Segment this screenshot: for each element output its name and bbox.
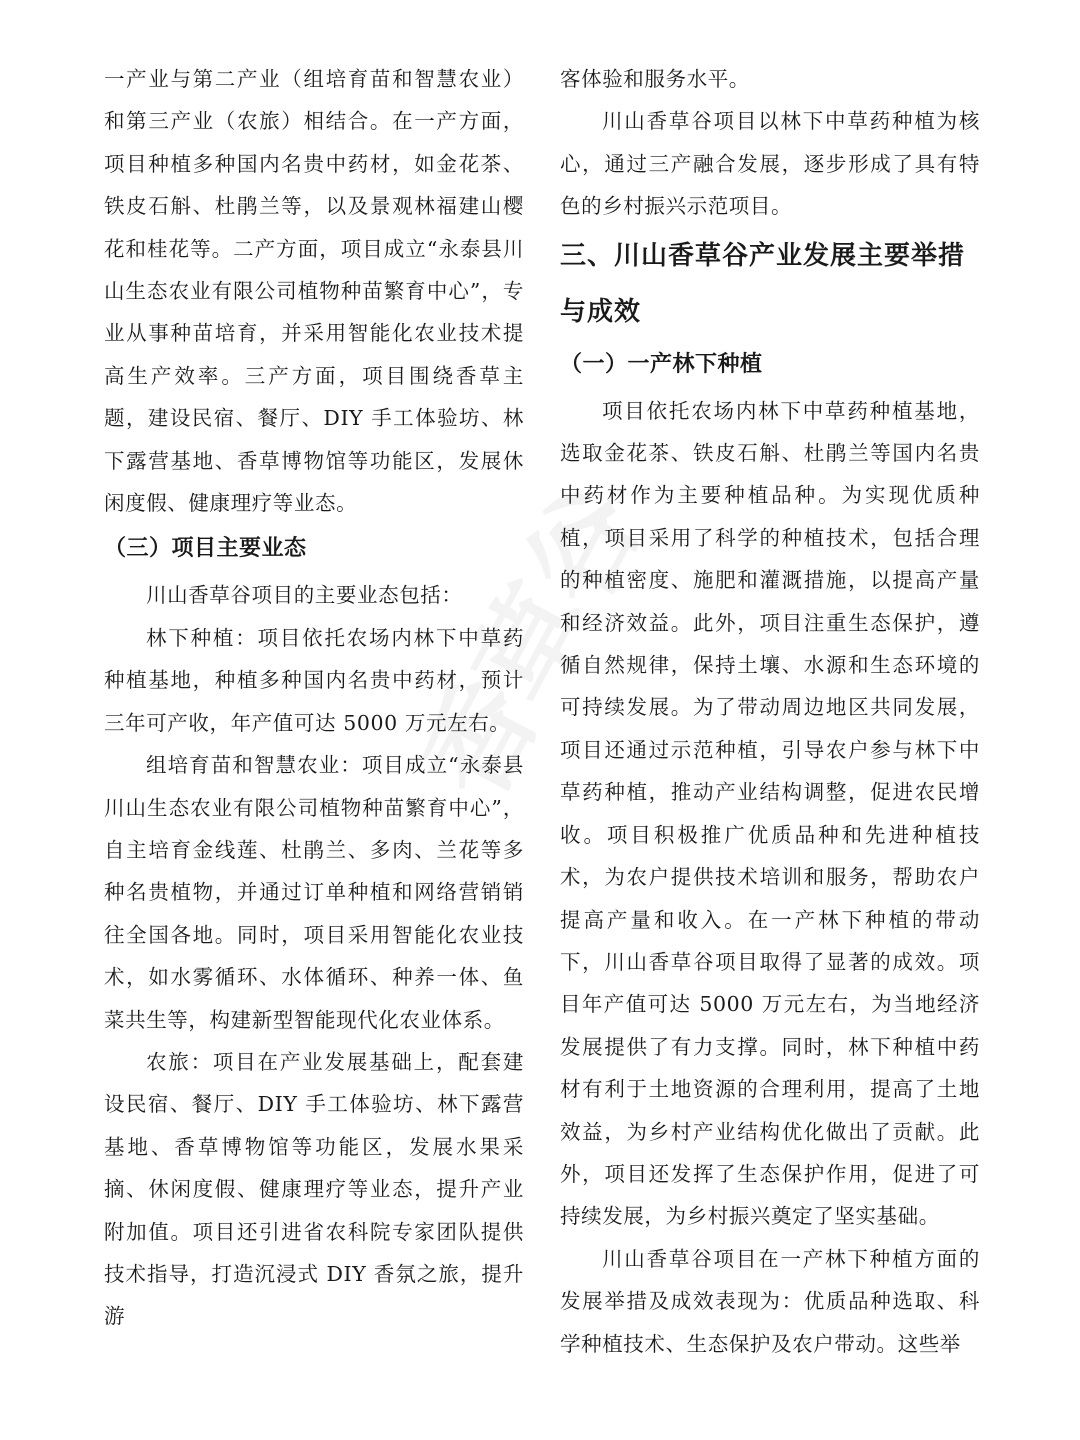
paragraph: 项目依托农场内林下中草药种植基地，选取金花茶、铁皮石斛、杜鹃兰等国内名贵中药材作为主要种植品种。为实现优质种植，项目采用了科学的种植技术，包括合理的种植密度、施肥和灌溉措施，以提高产量和经济效益。此外，项目注重生态保护，遵循自然规律，保持土壤、水源和生态环境的可持续发展。为了带动周边地区共同发展，项目还通过示范种植，引导农户参与林下中草药种植，推动产业结构调整，促进农民增收。项目积极推广优质品种和先进种植技术，为农户提供技术培训和服务，帮助农户提高产量和收入。在一产林下种植的带动下，川山香草谷项目取得了显著的成效。项目年产值可达 5000 万元左右，为当地经济发展提供了有力支撑。同时，林下种植中药材有利于土地资源的合理利用，提高了土地效益，为乡村产业结构优化做出了贡献。此外，项目还发挥了生态保护作用，促进了可持续发展，为乡村振兴奠定了坚实基础。 — [560, 398, 980, 1229]
chapter-heading: 三、川山香草谷产业发展主要举措与成效 — [560, 240, 966, 327]
paragraph: 一产业与第二产业（组培育苗和智慧农业）和第三产业（农旅）相结合。在一产方面，项目种植多种国内名贵中药材，如金花茶、铁皮石斛、杜鹃兰等，以及景观林福建山樱花和桂花等。二产方面，项目成立“永泰县川山生态农业有限公司植物种苗繁育中心”，专业从事种苗培育，并采用智能化农业技术提高生产效率。三产方面，项目围绕香草主题，建设民宿、餐厅、DIY 手工体验坊、林下露营基地、香草博物馆等功能区，发展休闲度假、健康理疗等业态。 — [104, 67, 524, 516]
paragraph: 农旅：项目在产业发展基础上，配套建设民宿、餐厅、DIY 手工体验坊、林下露营基地、香草博物馆等功能区，发展水果采摘、休闲度假、健康理疗等业态，提升产业附加值。项目还引进省农科院专家团队提供技术指导，打造沉浸式 DIY 香氛之旅，提升游 — [104, 1049, 524, 1329]
section-heading: （一）一产林下种植 — [560, 351, 763, 377]
paragraph: 川山香草谷项目的主要业态包括： — [146, 583, 463, 608]
paragraph: 客体验和服务水平。 — [560, 67, 750, 91]
paragraph: 川山香草谷项目在一产林下种植方面的发展举措及成效表现为：优质品种选取、科学种植技术、生态保护及农户带动。这些举 — [560, 1246, 980, 1356]
right-column — [560, 58, 980, 1365]
paragraph: 组培育苗和智慧农业：项目成立“永泰县川山生态农业有限公司植物种苗繁育中心”，自主培育金线莲、杜鹃兰、多肉、兰花等多种名贵植物，并通过订单种植和网络营销销往全国各地。同时，项目采用智能化农业技术，如水雾循环、水体循环、种养一体、鱼菜共生等，构建新型智能现代化农业体系。 — [104, 753, 524, 1032]
paragraph: 川山香草谷项目以林下中草药种植为核心，通过三产融合发展，逐步形成了具有特色的乡村振兴示范项目。 — [560, 109, 980, 219]
left-column — [104, 58, 524, 1338]
section-heading: （三）项目主要业态 — [104, 536, 307, 562]
paragraph: 林下种植：项目依托农场内林下中草药种植基地，种植多种国内名贵中药材，预计三年可产收，年产值可达 5000 万元左右。 — [104, 625, 524, 735]
